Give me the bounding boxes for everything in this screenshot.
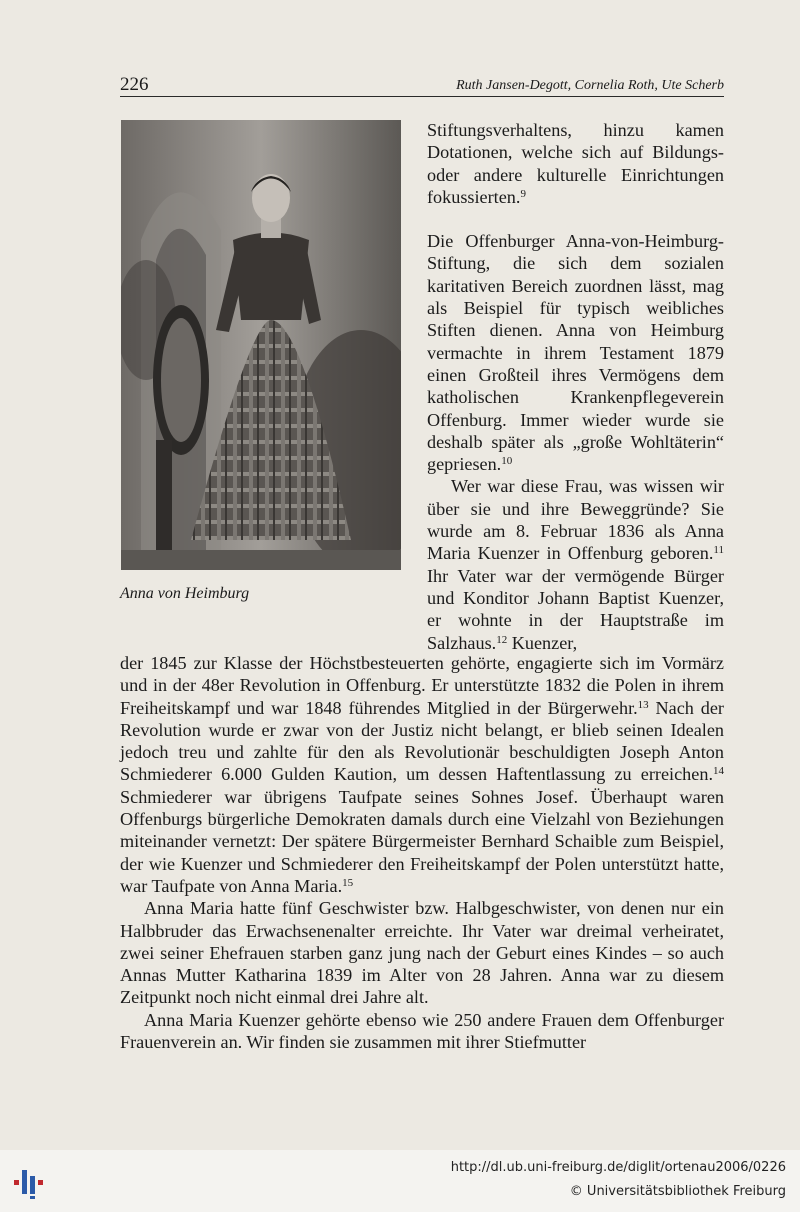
right-column-text — [427, 119, 724, 654]
paragraph-text: der 1845 zur Klasse der Höchstbesteuerten gehörte, engagierte sich im Vormärz und in der 48er Revolution in Offenburg. Er unterstützte 1832 die Polen in ihrem Freiheitskampf und war 1848 führendes Mitglied in der Bürgerwehr. — [120, 653, 724, 718]
paragraph — [427, 475, 724, 653]
paragraph-text: Nach der Revolution wurde er zwar von der Justiz nicht belangt, er blieb seinen Idealen jedoch treu und zahlte für den als Revolutionär beschuldigten Joseph Anton Schmiederer 6.000 Gulden Kaution, um dessen Haftentlassung zu erreichen. — [120, 697, 724, 785]
library-logo-icon — [10, 1164, 52, 1200]
page-number: 226 — [120, 74, 149, 95]
paragraph-text: Die Offenburger Anna-von-Heimburg-Stiftung, die sich dem sozialen karitativen Bereich zuordnen lässt, mag als Beispiel für typisch weibliches Stiften dienen. Anna von Heimburg vermachte in ihrem Testament 1879 einen Großteil ihres Vermögens dem katholischen Krankenpflegeverein Offenburg. Immer wieder wurde sie deshalb später als „große Wohltäterin“ gepriesen. — [427, 231, 724, 475]
footnote-ref[interactable]: 14 — [713, 765, 724, 778]
footnote-ref[interactable]: 9 — [520, 187, 526, 200]
paragraph-text: Wer war diese Frau, was wissen wir über sie und ihre Beweggründe? Sie wurde am 8. Februar 1836 als Anna Maria Kuenzer in Offenburg geboren. — [427, 476, 724, 564]
paragraph — [427, 230, 724, 475]
footnote-ref[interactable]: 11 — [713, 544, 724, 557]
viewer-footer — [0, 1150, 800, 1212]
footnote-ref[interactable]: 12 — [496, 633, 508, 646]
portrait-image — [121, 120, 401, 570]
full-width-text — [120, 652, 724, 1053]
page-url-link[interactable]: http://dl.ub.uni-freiburg.de/diglit/ortenau2006/0226 — [450, 1160, 786, 1175]
running-header — [120, 72, 724, 97]
footnote-ref[interactable]: 15 — [342, 876, 354, 889]
paragraph-text: Stiftungsverhaltens, hinzu kamen Dotationen, welche sich auf Bildungs- oder andere kulturelle Einrichtungen fokussierten. — [427, 120, 724, 207]
footnote-ref[interactable]: 13 — [637, 698, 649, 711]
portrait-photo — [121, 120, 401, 570]
paragraph — [120, 897, 724, 1008]
paragraph — [120, 1009, 724, 1054]
paragraph-text: Ihr Vater war der vermögende Bürger und Konditor Johann Baptist Kuenzer, er wohnte in der Hauptstraße im Salzhaus. — [427, 565, 724, 653]
paragraph-text: Schmiederer war übrigens Taufpate seines Sohnes Josef. Überhaupt waren Offenburgs bürgerliche Demokraten damals durch eine Vielzahl von Beziehungen miteinander vernetzt: Der spätere Bürgermeister Bernhard Schaible zum Beispiel, der wie Kuenzer und Schmiederer den Freiheitskampf der Polen unterstützt hatte, war Taufpate von Anna Maria. — [120, 786, 724, 896]
paragraph — [120, 652, 724, 897]
figure-caption: Anna von Heimburg — [120, 585, 250, 602]
running-header-authors: Ruth Jansen-Degott, Cornelia Roth, Ute Scherb — [456, 78, 724, 93]
paragraph — [427, 119, 724, 208]
copyright-notice: © Universitätsbibliothek Freiburg — [569, 1184, 786, 1199]
paragraph-text: Anna Maria Kuenzer gehörte ebenso wie 250 andere Frauen dem Offenburger Frauenverein an. Wir finden sie zusammen mit ihrer Stiefmutter — [120, 1009, 724, 1053]
footnote-ref[interactable]: 10 — [501, 455, 513, 468]
paragraph-text: Kuenzer, — [507, 632, 578, 653]
paragraph-text: Anna Maria hatte fünf Geschwister bzw. Halbgeschwister, von denen nur ein Halbbruder das Erwachsenenalter erreichte. Ihr Vater war dreimal verheiratet, zwei seiner Ehefrauen starben ganz jung nach der Geburt eines Kindes – so auch Annas Mutter Katharina 1839 im Alter von 28 Jahren. Anna war zu diesem Zeitpunkt noch nicht einmal drei Jahre alt. — [120, 898, 724, 1008]
